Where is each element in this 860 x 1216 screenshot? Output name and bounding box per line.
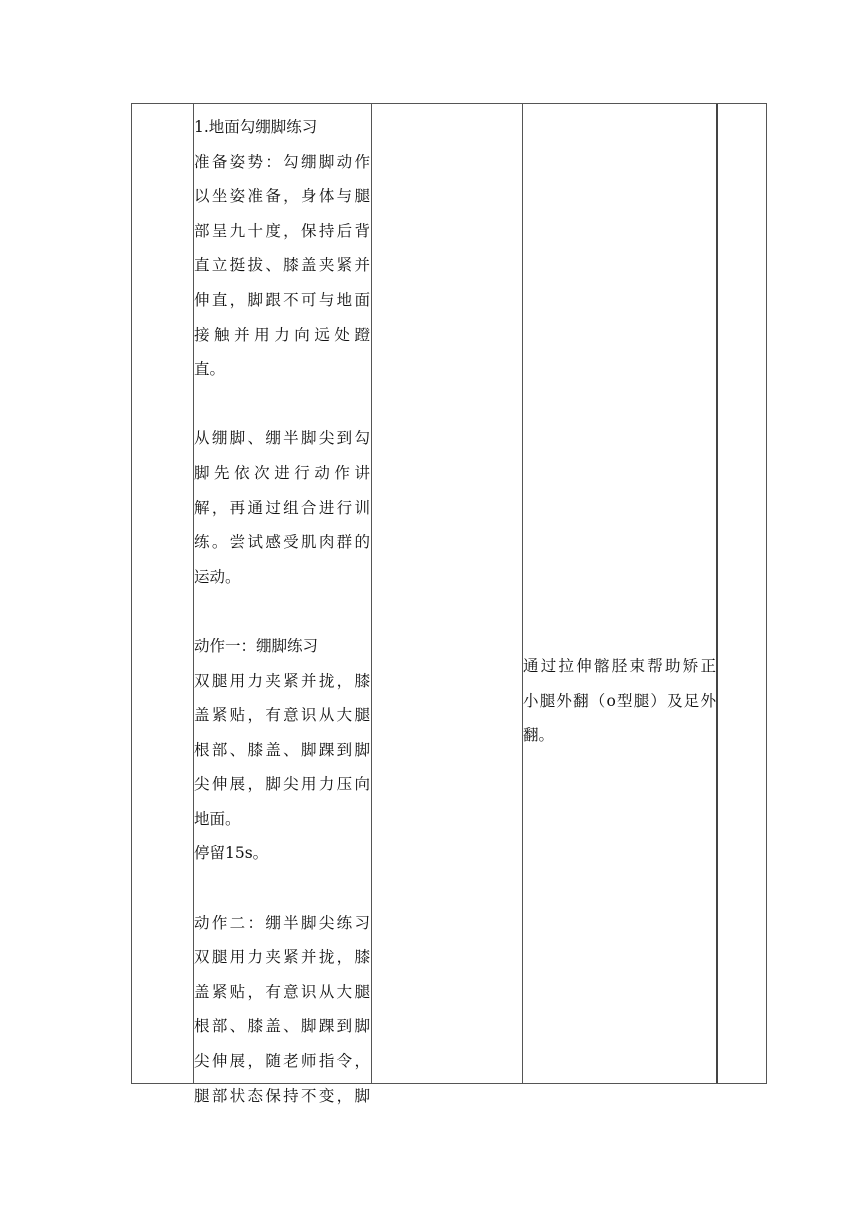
last-column-cell [718,104,766,1083]
blank-line [194,871,370,906]
content-line: 脚先依次进行动作讲 [194,463,370,482]
content-line: 盖紧贴，有意识从大腿 [194,982,370,1001]
content-line: 直立挺拔、膝盖夹紧并 [194,256,370,275]
content-line: 停留15s。 [194,844,269,863]
practice-content-cell [194,104,370,1105]
content-line: 以坐姿准备，身体与腿 [194,187,370,206]
content-line: 双腿用力夹紧并拢，膝 [194,671,370,690]
content-line: 根部、膝盖、脚踝到脚 [194,1017,370,1036]
content-line: 地面。 [194,809,241,828]
content-line: 动作一：绷脚练习 [194,636,319,655]
content-line: 腿部状态保持不变，脚 [194,1086,370,1105]
content-line: 部呈九十度，保持后背 [194,221,370,240]
content-line: 根部、膝盖、脚踝到脚 [194,740,370,759]
content-line: 从绷脚、绷半脚尖到勾 [194,429,370,448]
content-line: 尖伸展，随老师指令， [194,1052,370,1071]
lesson-table [131,103,767,1105]
blank-line [194,387,370,422]
blank-line [194,594,370,629]
content-line: 动作二：绷半脚尖练习 [194,913,370,932]
content-line: 准备姿势：勾绷脚动作 [194,152,370,171]
effect-line: 通过拉伸髂胫束帮助矫正 [523,657,716,675]
content-line: 练。尝试感受肌肉群的 [194,533,370,552]
effect-line: 翻。 [523,726,555,745]
effect-line: 小腿外翻（o型腿）及足外 [523,691,716,710]
first-column-cell [132,104,193,1083]
content-line: 直。 [194,360,226,379]
content-line: 运动。 [194,567,241,586]
content-line: 盖紧贴，有意识从大腿 [194,706,370,725]
training-effect-cell [523,104,716,1083]
content-line: 双腿用力夹紧并拢，膝 [194,948,370,967]
content-line: 解，再通过组合进行训 [194,498,370,517]
content-line: 1.地面勾绷脚练习 [194,118,318,136]
content-line: 接触并用力向远处蹬 [194,325,370,344]
content-line: 尖伸展，脚尖用力压向 [194,775,370,794]
empty-column-cell [372,104,522,1083]
content-line: 伸直，脚跟不可与地面 [194,290,370,309]
